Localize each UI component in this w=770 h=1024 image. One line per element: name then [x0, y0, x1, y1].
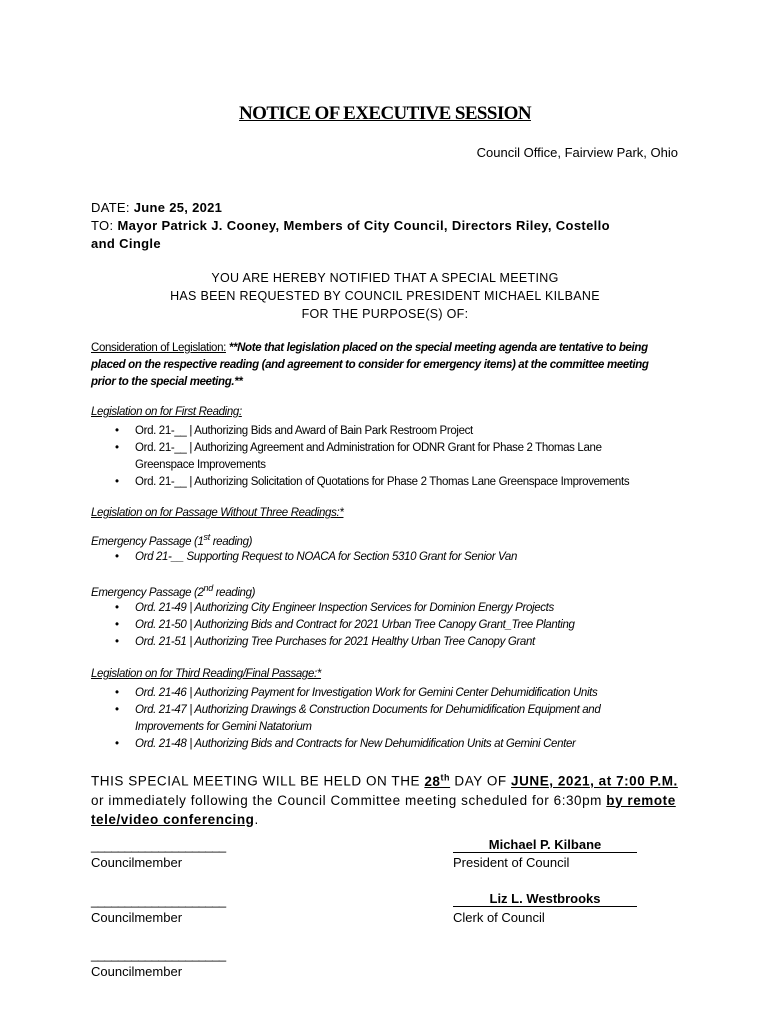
- to-line-cont: and Cingle: [91, 236, 161, 251]
- bullet-icon: •: [115, 687, 119, 699]
- list-item: • Ord. 21-__ | Authorizing Solicitation of Quotations for Phase 2 Thomas Lane Greenspace Improvements: [91, 474, 629, 491]
- emergency-2-list: [91, 600, 575, 651]
- third-reading-heading: Legislation on for Third Reading/Final Passage:*: [91, 668, 321, 680]
- list-item-cont: Improvements for Gemini Natatorium: [135, 721, 312, 733]
- list-item: • Ord. 21-49 | Authorizing City Engineer Inspection Services for Dominion Energy Projects: [91, 600, 575, 617]
- emergency-1-list: [91, 549, 517, 566]
- consideration-line-2: placed on the respective reading (and agreement to consider for emergency items) at the committee meeting: [91, 359, 649, 371]
- notice-line-3: FOR THE PURPOSE(S) OF:: [301, 307, 469, 321]
- notice-line-2: HAS BEEN REQUESTED BY COUNCIL PRESIDENT MICHAEL KILBANE: [170, 289, 600, 303]
- bullet-icon: •: [115, 619, 119, 631]
- list-item-cont: Greenspace Improvements: [135, 459, 266, 471]
- councilmember-label-2: Councilmember: [91, 910, 183, 925]
- page-title: NOTICE OF EXECUTIVE SESSION: [239, 103, 531, 124]
- bullet-icon: •: [115, 476, 119, 488]
- meeting-statement: THIS SPECIAL MEETING WILL BE HELD ON THE 28th DAY OF JUNE, 2021, at 7:00 P.M. or immediately following the Council Committee meeting scheduled for 6:30pm by remote tele/video conferencing.: [91, 772, 678, 827]
- signature-blank-3: ____________________: [91, 947, 226, 962]
- list-item: • Ord. 21-50 | Authorizing Bids and Contract for 2021 Urban Tree Canopy Grant_Tree Planting: [91, 617, 575, 634]
- third-reading-list: [91, 685, 600, 753]
- bullet-icon: •: [115, 738, 119, 750]
- bullet-icon: •: [115, 636, 119, 648]
- first-reading-heading: Legislation on for First Reading:: [91, 406, 242, 418]
- councilmember-label-1: Councilmember: [91, 855, 183, 870]
- bullet-icon: •: [115, 551, 119, 563]
- bullet-icon: •: [115, 704, 119, 716]
- signature-blank-1: ____________________: [91, 838, 226, 853]
- bullet-icon: •: [115, 442, 119, 454]
- clerk-name: Liz L. Westbrooks: [453, 891, 637, 907]
- bullet-icon: •: [115, 602, 119, 614]
- president-name: Michael P. Kilbane: [453, 837, 637, 853]
- date-line: DATE: June 25, 2021: [91, 200, 223, 215]
- notice-line-1: YOU ARE HEREBY NOTIFIED THAT A SPECIAL MEETING: [211, 271, 559, 285]
- list-item: • Ord. 21-__ | Authorizing Agreement and Administration for ODNR Grant for Phase 2 Thomas Lane: [91, 440, 629, 457]
- consideration-line-3: prior to the special meeting.**: [91, 376, 243, 388]
- emergency-1-label: Emergency Passage (1st reading): [91, 532, 253, 548]
- emergency-2-label: Emergency Passage (2nd reading): [91, 583, 256, 599]
- list-item: • Ord. 21-46 | Authorizing Payment for Investigation Work for Gemini Center Dehumidification Units: [91, 685, 600, 702]
- to-line: TO: Mayor Patrick J. Cooney, Members of City Council, Directors Riley, Costello: [91, 218, 610, 233]
- clerk-title: Clerk of Council: [453, 910, 545, 925]
- office-location: Council Office, Fairview Park, Ohio: [476, 145, 678, 160]
- list-item: • Ord. 21-__ | Authorizing Bids and Award of Bain Park Restroom Project: [91, 423, 629, 440]
- first-reading-list: [91, 423, 629, 491]
- list-item: • Ord. 21-47 | Authorizing Drawings & Construction Documents for Dehumidification Equipment and: [91, 702, 600, 719]
- president-title: President of Council: [453, 855, 570, 870]
- signature-blank-2: ____________________: [91, 893, 226, 908]
- list-item: • Ord. 21-51 | Authorizing Tree Purchases for 2021 Healthy Urban Tree Canopy Grant: [91, 634, 575, 651]
- list-item: • Ord 21-__ Supporting Request to NOACA for Section 5310 Grant for Senior Van: [91, 549, 517, 566]
- passage-without-heading: Legislation on for Passage Without Three Readings:*: [91, 507, 344, 519]
- list-item: • Ord. 21-48 | Authorizing Bids and Contracts for New Dehumidification Units at Gemini Center: [91, 736, 600, 753]
- bullet-icon: •: [115, 425, 119, 437]
- consideration-line-1: Consideration of Legislation: **Note that legislation placed on the special meeting agenda are tentative to being: [91, 342, 648, 354]
- councilmember-label-3: Councilmember: [91, 964, 183, 979]
